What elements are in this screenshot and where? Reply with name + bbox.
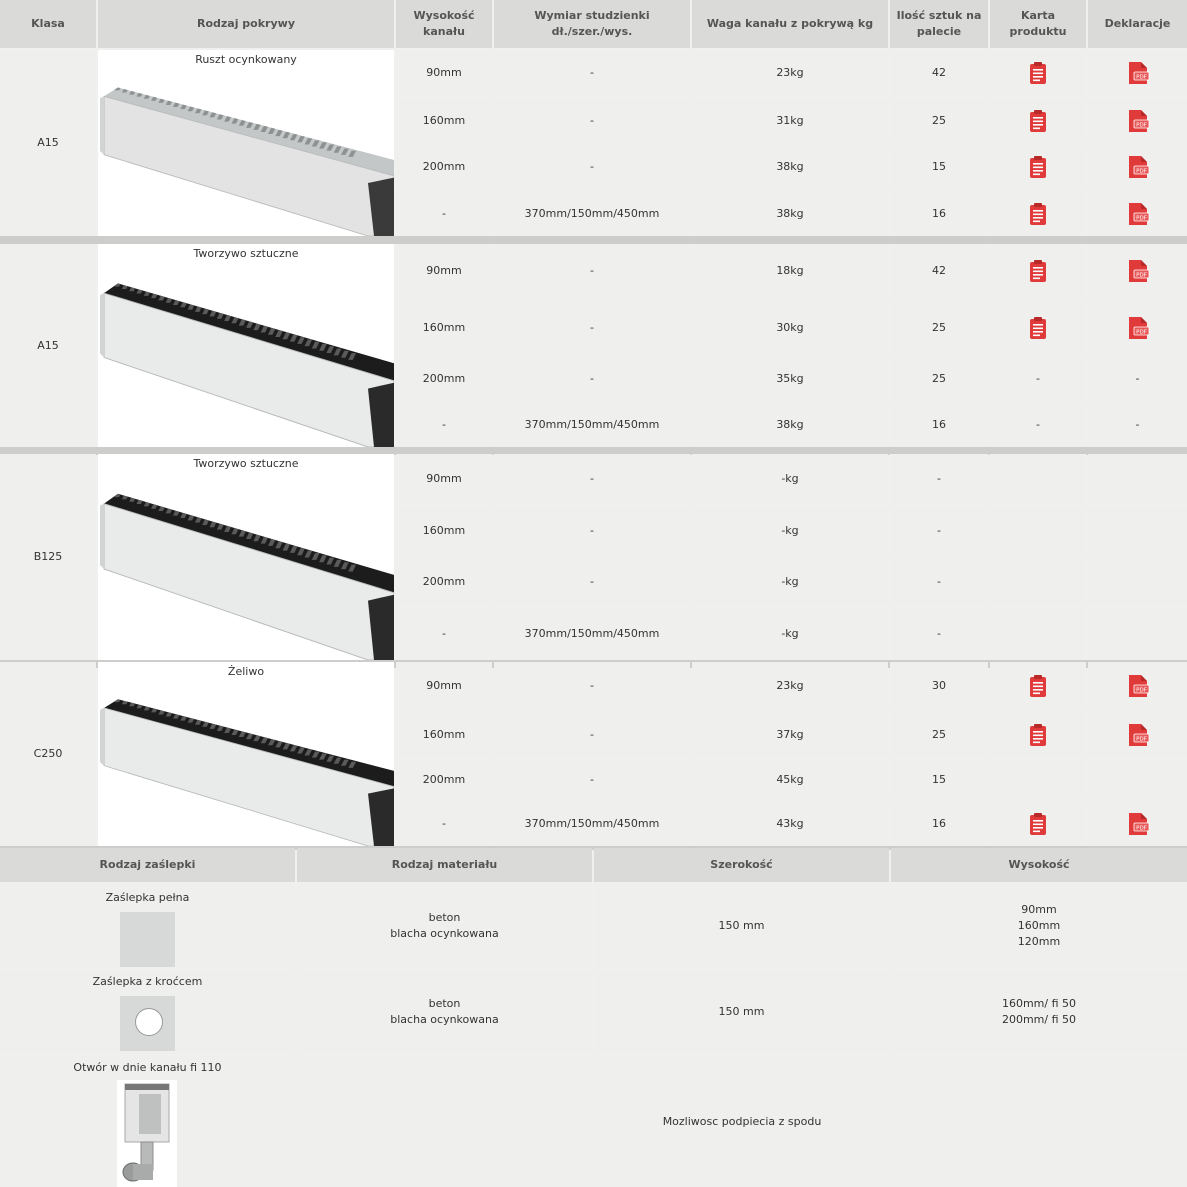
pdf-file-icon[interactable] — [1125, 109, 1151, 133]
cover-type-label: Ruszt ocynkowany — [195, 53, 297, 66]
wymiar-cell: - — [494, 50, 690, 96]
clipboard-icon[interactable] — [1027, 259, 1049, 283]
deklaracje-cell — [1088, 801, 1187, 846]
waga-cell: -kg — [692, 506, 888, 555]
karta-cell — [990, 506, 1086, 555]
wysokosc-cell: 160mm — [396, 98, 492, 143]
group-divider — [0, 236, 1187, 244]
header-wysokosc: Wysokość kanału — [396, 0, 492, 48]
svg-text:PDF: PDF — [1135, 686, 1147, 693]
svg-text:PDF: PDF — [1135, 735, 1147, 742]
deklaracje-cell: - — [1088, 403, 1187, 447]
drainage-channel-image — [98, 68, 394, 236]
clipboard-icon[interactable] — [1027, 155, 1049, 179]
header-karta: Karta produktu — [990, 0, 1086, 48]
deklaracje-cell — [1088, 98, 1187, 143]
cap-width: 150 mm — [594, 970, 889, 1054]
klasa-cell: C250 — [0, 662, 96, 846]
cap-material: blacha ocynkowana — [390, 1013, 499, 1026]
deklaracje-cell — [1088, 145, 1187, 189]
header-klasa: Klasa — [0, 0, 96, 48]
cap-height: 200mm/ fi 50 — [1001, 1013, 1077, 1026]
wymiar-cell: - — [494, 506, 690, 555]
cap-material: beton — [428, 997, 461, 1010]
wysokosc-cell: - — [396, 608, 492, 660]
cap-cell-height — [891, 970, 1187, 1054]
bottom-outlet-note: Mozliwosc podpiecia z spodu — [297, 1056, 1187, 1187]
pdf-file-icon[interactable] — [1125, 723, 1151, 747]
waga-cell: 23kg — [692, 662, 888, 709]
wymiar-cell: - — [494, 98, 690, 143]
clipboard-icon[interactable] — [1027, 316, 1049, 340]
karta-cell — [990, 98, 1086, 143]
clipboard-icon[interactable] — [1027, 61, 1049, 85]
ilosc-cell: 25 — [890, 357, 988, 401]
cap-cell-name — [0, 970, 295, 1054]
ilosc-cell: - — [890, 557, 988, 606]
wymiar-cell: - — [494, 557, 690, 606]
ilosc-cell: 42 — [890, 244, 988, 298]
header-wymiar: Wymiar studzienki dł./szer./wys. — [494, 0, 690, 48]
waga-cell: -kg — [692, 557, 888, 606]
caps-header-material: Rodzaj materiału — [297, 848, 592, 882]
karta-cell — [990, 191, 1086, 236]
ilosc-cell: - — [890, 454, 988, 504]
karta-cell — [990, 557, 1086, 606]
karta-cell — [990, 608, 1086, 660]
deklaracje-cell — [1088, 454, 1187, 504]
channel-image-cell — [98, 662, 394, 846]
wysokosc-cell: 90mm — [396, 454, 492, 504]
wysokosc-cell: - — [396, 801, 492, 846]
cover-type-label: Tworzywo sztuczne — [193, 457, 299, 470]
wymiar-cell: - — [494, 454, 690, 504]
cap-name: Zaślepka z krоćcem — [92, 975, 203, 988]
cap-height: 160mm — [1017, 919, 1061, 932]
ilosc-cell: 30 — [890, 662, 988, 709]
wysokosc-cell: 200mm — [396, 145, 492, 189]
ilosc-cell: 15 — [890, 760, 988, 799]
drainage-channel-image — [98, 680, 394, 846]
caps-header-szerokosc: Szerokość — [594, 848, 889, 882]
pdf-file-icon[interactable] — [1125, 202, 1151, 226]
wymiar-cell: 370mm/150mm/450mm — [494, 608, 690, 660]
header-deklaracje: Deklaracje — [1088, 0, 1187, 48]
wymiar-cell: - — [494, 760, 690, 799]
deklaracje-cell — [1088, 300, 1187, 355]
karta-cell: - — [990, 403, 1086, 447]
ilosc-cell: 25 — [890, 711, 988, 758]
karta-cell — [990, 662, 1086, 709]
clipboard-icon[interactable] — [1027, 202, 1049, 226]
waga-cell: 43kg — [692, 801, 888, 846]
wymiar-cell: - — [494, 357, 690, 401]
ilosc-cell: - — [890, 506, 988, 555]
channel-image-cell — [98, 50, 394, 236]
ilosc-cell: 25 — [890, 98, 988, 143]
cap-height: 90mm — [1021, 903, 1057, 916]
pdf-file-icon[interactable] — [1125, 155, 1151, 179]
cap-with-outlet-image — [120, 996, 175, 1051]
pdf-file-icon[interactable] — [1125, 674, 1151, 698]
pdf-file-icon[interactable] — [1125, 812, 1151, 836]
karta-cell — [990, 145, 1086, 189]
caps-header-rodzaj: Rodzaj zaślepki — [0, 848, 295, 882]
wysokosc-cell: 160mm — [396, 300, 492, 355]
svg-text:PDF: PDF — [1135, 824, 1147, 831]
waga-cell: 38kg — [692, 403, 888, 447]
deklaracje-cell — [1088, 711, 1187, 758]
wymiar-cell: 370mm/150mm/450mm — [494, 191, 690, 236]
deklaracje-cell — [1088, 191, 1187, 236]
waga-cell: -kg — [692, 608, 888, 660]
wymiar-cell: 370mm/150mm/450mm — [494, 801, 690, 846]
clipboard-icon[interactable] — [1027, 109, 1049, 133]
klasa-cell: B125 — [0, 454, 96, 660]
karta-cell — [990, 711, 1086, 758]
cover-type-label: Żeliwo — [227, 665, 265, 678]
deklaracje-cell: - — [1088, 357, 1187, 401]
wysokosc-cell: - — [396, 191, 492, 236]
svg-text:PDF: PDF — [1135, 328, 1147, 335]
channel-image-cell — [98, 244, 394, 447]
karta-cell — [990, 454, 1086, 504]
svg-text:PDF: PDF — [1135, 74, 1147, 81]
pdf-file-icon[interactable] — [1125, 61, 1151, 85]
cap-cell-name — [0, 884, 295, 968]
waga-cell: 37kg — [692, 711, 888, 758]
waga-cell: -kg — [692, 454, 888, 504]
drainage-channel-image — [98, 472, 394, 660]
karta-cell — [990, 760, 1086, 799]
cap-cell-name — [0, 1056, 295, 1187]
cap-material: blacha ocynkowana — [390, 927, 499, 940]
karta-cell — [990, 300, 1086, 355]
channel-image-cell — [98, 454, 394, 660]
klasa-cell: A15 — [0, 244, 96, 447]
clipboard-icon[interactable] — [1027, 674, 1049, 698]
caps-header-wysokosc: Wysokość — [891, 848, 1187, 882]
wysokosc-cell: 90mm — [396, 244, 492, 298]
waga-cell: 45kg — [692, 760, 888, 799]
cap-material: beton — [428, 911, 461, 924]
header-ilosc: Ilość sztuk na palecie — [890, 0, 988, 48]
svg-text:PDF: PDF — [1135, 168, 1147, 175]
wymiar-cell: - — [494, 244, 690, 298]
ilosc-cell: 25 — [890, 300, 988, 355]
waga-cell: 30kg — [692, 300, 888, 355]
wysokosc-cell: 160mm — [396, 506, 492, 555]
deklaracje-cell — [1088, 557, 1187, 606]
wysokosc-cell: 160mm — [396, 711, 492, 758]
karta-cell — [990, 50, 1086, 96]
ilosc-cell: - — [890, 608, 988, 660]
karta-cell — [990, 801, 1086, 846]
deklaracje-cell — [1088, 50, 1187, 96]
waga-cell: 23kg — [692, 50, 888, 96]
wysokosc-cell: 200mm — [396, 357, 492, 401]
karta-cell: - — [990, 357, 1086, 401]
ilosc-cell: 16 — [890, 403, 988, 447]
deklaracje-cell — [1088, 506, 1187, 555]
waga-cell: 38kg — [692, 191, 888, 236]
waga-cell: 38kg — [692, 145, 888, 189]
header-rodzaj-pokrywy: Rodzaj pokrywy — [98, 0, 394, 48]
cap-height: 160mm/ fi 50 — [1001, 997, 1077, 1010]
wymiar-cell: - — [494, 145, 690, 189]
wysokosc-cell: 90mm — [396, 662, 492, 709]
cap-name: Zaślepka pełna — [105, 891, 190, 904]
wymiar-cell: 370mm/150mm/450mm — [494, 403, 690, 447]
svg-text:PDF: PDF — [1135, 272, 1147, 279]
ilosc-cell: 16 — [890, 191, 988, 236]
klasa-cell: A15 — [0, 50, 96, 236]
cover-type-label: Tworzywo sztuczne — [193, 247, 299, 260]
clipboard-icon[interactable] — [1027, 723, 1049, 747]
ilosc-cell: 16 — [890, 801, 988, 846]
cap-cell-material — [297, 970, 592, 1054]
header-waga: Waga kanału z pokrywą kg — [692, 0, 888, 48]
deklaracje-cell — [1088, 760, 1187, 799]
cap-full-image — [120, 912, 175, 967]
wysokosc-cell: 90mm — [396, 50, 492, 96]
drainage-channel-image — [98, 262, 394, 447]
ilosc-cell: 42 — [890, 50, 988, 96]
ilosc-cell: 15 — [890, 145, 988, 189]
wymiar-cell: - — [494, 662, 690, 709]
wymiar-cell: - — [494, 300, 690, 355]
waga-cell: 18kg — [692, 244, 888, 298]
karta-cell — [990, 244, 1086, 298]
deklaracje-cell — [1088, 608, 1187, 660]
waga-cell: 35kg — [692, 357, 888, 401]
wysokosc-cell: 200mm — [396, 760, 492, 799]
cap-cell-height — [891, 884, 1187, 968]
wysokosc-cell: - — [396, 403, 492, 447]
cap-width: 150 mm — [594, 884, 889, 968]
svg-text:PDF: PDF — [1135, 214, 1147, 221]
clipboard-icon[interactable] — [1027, 812, 1049, 836]
pdf-file-icon[interactable] — [1125, 259, 1151, 283]
waga-cell: 31kg — [692, 98, 888, 143]
cap-height: 120mm — [1017, 935, 1061, 948]
pdf-file-icon[interactable] — [1125, 316, 1151, 340]
bottom-outlet-image — [117, 1080, 177, 1187]
cap-cell-material — [297, 884, 592, 968]
cap-name: Otwór w dnie kanału fi 110 — [73, 1061, 222, 1074]
deklaracje-cell — [1088, 662, 1187, 709]
wysokosc-cell: 200mm — [396, 557, 492, 606]
wymiar-cell: - — [494, 711, 690, 758]
svg-text:PDF: PDF — [1135, 121, 1147, 128]
deklaracje-cell — [1088, 244, 1187, 298]
